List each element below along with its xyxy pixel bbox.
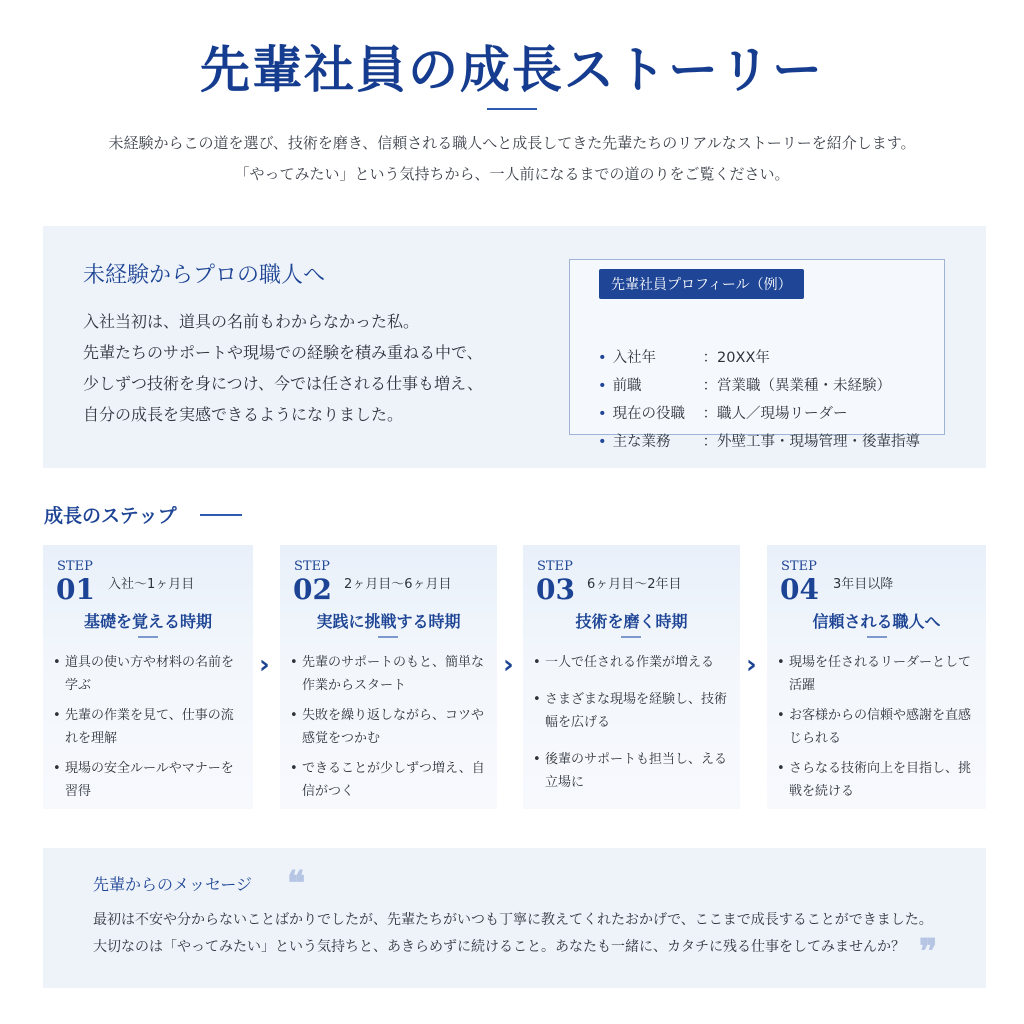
story-line: 入社当初は、道具の名前もわからなかった私。 [83,312,420,331]
step-number: 01 [56,573,95,606]
list-item: • 先輩のサポートのもと、簡単な作業からスタート [290,651,489,697]
list-item: • 道具の使い方や材料の名前を学ぶ [53,651,245,697]
step-card-4 [767,545,986,809]
step-period: 2ヶ月目〜6ヶ月目 [344,577,452,592]
steps-heading: 成長のステップ [44,505,177,527]
step-title-divider [378,636,398,638]
steps-heading-divider [200,514,242,516]
step-card-2 [280,545,497,809]
story-heading: 未経験からプロの職人へ [83,263,326,288]
step-bullet-list [533,651,732,801]
step-title: 実践に挑戦する時期 [316,612,461,631]
message-text-line-2: 大切なのは「やってみたい」という気持ちと、あきらめずに続けること。あなたも一緒に、カタチに残る仕事をしてみませんか？ [93,939,905,955]
profile-key: 主な業務 [612,434,671,450]
bullet-dot: • [598,350,607,366]
step-title: 信頼される職人へ [812,612,941,631]
step-title-divider [621,636,641,638]
step-label: STEP [294,559,330,574]
message-text-line-1: 最初は不安や分からないことばかりでしたが、先輩たちがいつも丁寧に教えてくれたおかげで、ここまで成長することができました。 [93,912,933,928]
step-title: 技術を磨く時期 [575,612,688,631]
step-period: 3年目以降 [833,577,894,592]
profile-card [569,259,945,450]
list-item: • お客様からの信頼や感謝を直感じられる [777,704,978,750]
intro-text-line-1: 未経験からこの道を選び、技術を磨き、信頼される職人へと成長してきた先輩たちのリアルなストーリーを紹介します。 [108,134,916,152]
step-number: 03 [536,573,575,606]
profile-badge: 先輩社員プロフィール（例） [599,269,804,299]
profile-row-join-year [598,346,770,367]
step-bullet-list [290,651,489,810]
list-item: • 後輩のサポートも担当し、える立場に [533,748,732,794]
story-line: 少しずつ技術を身につけ、今では任される仕事も増え、 [83,374,484,393]
step-title: 基礎を覚える時期 [83,612,212,631]
title-divider [487,108,537,110]
step-label: STEP [781,559,817,574]
profile-row-current-role [598,402,848,423]
step-bullet-list [777,651,978,810]
profile-key: 現在の役職 [612,406,686,422]
step-title-divider [867,636,887,638]
bullet-dot: • [598,406,607,422]
chevron-right-icon: › [259,650,270,680]
step-number: 02 [293,573,332,606]
profile-value: ：職人／現場リーダー [702,406,848,422]
profile-key: 入社年 [612,350,657,366]
chevron-right-icon: › [503,650,514,680]
step-period: 6ヶ月目〜2年目 [587,577,682,592]
list-item: • 一人で任される作業が増える [533,651,732,674]
page-title: 先輩社員の成長ストーリー [200,40,824,99]
step-label: STEP [57,559,93,574]
step-number: 04 [780,573,819,606]
intro-text-line-2: 「やってみたい」という気持ちから、一人前になるまでの道のりをご覧ください。 [234,165,790,183]
quote-close-icon: ❞ [919,932,938,972]
profile-key: 前職 [612,378,642,394]
story-line: 先輩たちのサポートや現場での経験を積み重ねる中で、 [83,343,483,362]
message-heading: 先輩からのメッセージ [93,875,253,894]
list-item: • 先輩の作業を見て、仕事の流れを理解 [53,704,245,750]
list-item: • 現場を任されるリーダーとして活躍 [777,651,978,697]
step-period: 入社〜1ヶ月目 [108,577,195,592]
quote-open-icon: ❝ [287,864,306,904]
step-card-3 [523,545,740,809]
profile-row-main-duties [598,430,920,451]
profile-value: ：営業職（異業種・未経験） [702,378,892,394]
step-label: STEP [537,559,573,574]
list-item: • さらなる技術向上を目指し、挑戦を続ける [777,757,978,803]
step-bullet-list [53,651,245,810]
list-item: • さまざまな現場を経験し、技術幅を広げる [533,688,732,734]
bullet-dot: • [598,378,607,394]
list-item: • できることが少しずつ増え、自信がつく [290,757,489,803]
story-line: 自分の成長を実感できるようになりました。 [83,405,404,424]
profile-value: ：20XX年 [702,350,770,366]
message-panel [43,848,986,988]
story-body [83,306,483,430]
list-item: • 失敗を繰り返しながら、コツや感覚をつかむ [290,704,489,750]
step-card-1 [43,545,253,809]
bullet-dot: • [598,434,607,450]
profile-row-previous-job [598,374,891,395]
list-item: • 現場の安全ルールやマナーを習得 [53,757,245,803]
profile-value: ：外壁工事・現場管理・後輩指導 [702,434,921,450]
step-title-divider [138,636,158,638]
story-panel [43,226,986,468]
chevron-right-icon: › [746,650,757,680]
